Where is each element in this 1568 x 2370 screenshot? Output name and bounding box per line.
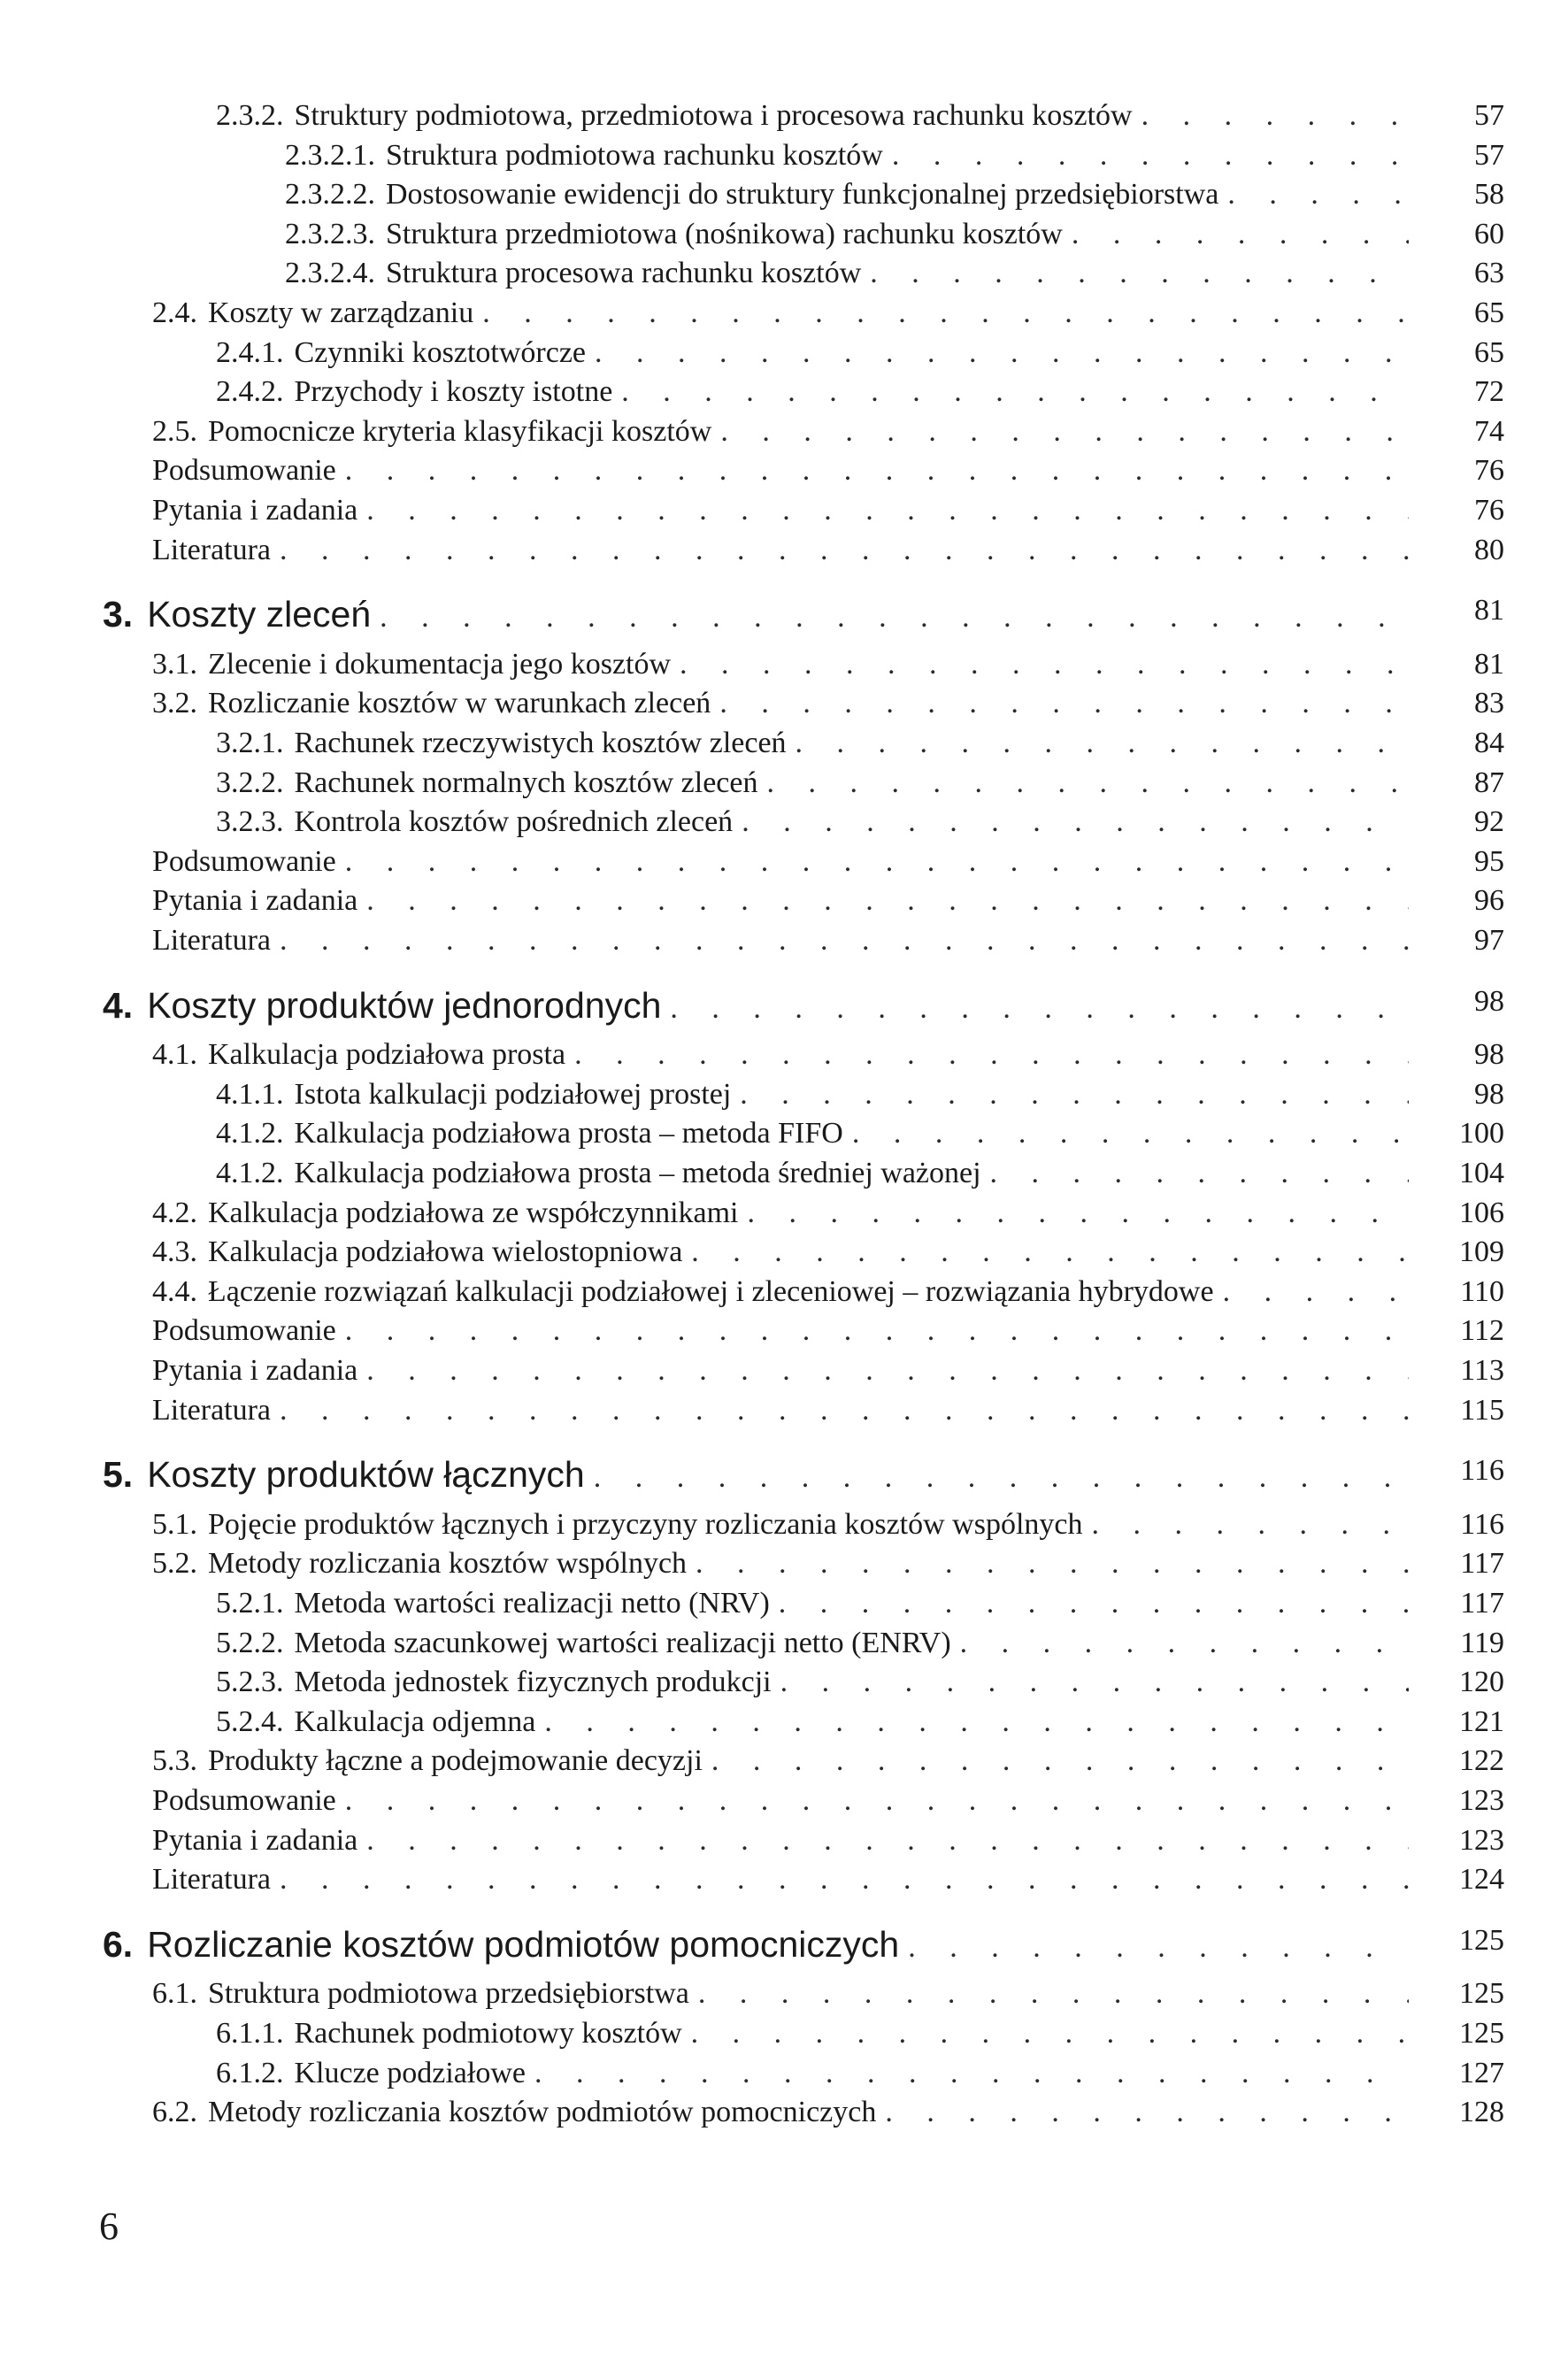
toc-entry-title: Metoda szacunkowej wartości realizacji netto (ENRV) xyxy=(294,1626,951,1659)
toc-entry-page: 83 xyxy=(1474,687,1504,720)
toc-leader-dots xyxy=(711,683,1409,724)
toc-leader-dots xyxy=(757,763,1409,804)
toc-entry-page: 117 xyxy=(1460,1547,1504,1581)
toc-entry-number: 6. xyxy=(103,1923,134,1965)
toc-entry-title: Struktura procesowa rachunku kosztów xyxy=(386,257,862,290)
toc-entry-title: Rachunek rzeczywistych kosztów zleceń xyxy=(294,727,787,759)
toc-leader-dots xyxy=(271,530,1409,571)
toc-entry-title: Zlecenie i dokumentacja jego kosztów xyxy=(208,647,672,681)
toc-entry-page: 97 xyxy=(1474,924,1504,957)
toc-entry-title: Koszty produktów jednorodnych xyxy=(147,984,662,1026)
toc-leader-dots xyxy=(336,842,1409,882)
toc-entry-title: Pytania i zadania xyxy=(152,494,358,527)
toc-leader-dots xyxy=(271,920,1409,961)
toc-leader-dots xyxy=(586,333,1409,373)
toc-leader-dots xyxy=(687,1543,1409,1584)
toc-entry-page: 98 xyxy=(1474,1077,1504,1111)
toc-entry-title: Dostosowanie ewidencji do struktury funkcjonalnej przedsiębiorstwa xyxy=(386,178,1219,212)
toc-chapter-entry xyxy=(103,1920,1409,1968)
toc-entry-page: 98 xyxy=(1474,984,1504,1018)
toc-entry-title: Kalkulacja podziałowa wielostopniowa xyxy=(208,1235,683,1269)
toc-leader-dots xyxy=(843,1113,1409,1154)
toc-entry-page: 121 xyxy=(1459,1704,1504,1738)
toc-leader-dots xyxy=(981,1153,1409,1194)
toc-leader-dots xyxy=(535,1702,1409,1743)
toc-entry-page: 81 xyxy=(1474,594,1504,627)
toc-leader-dots xyxy=(770,1583,1409,1624)
toc-entry-page: 84 xyxy=(1474,727,1504,759)
toc-entry-page: 63 xyxy=(1474,257,1504,290)
toc-entry-number: 5.2. xyxy=(152,1547,197,1581)
toc-entry-title: Struktura przedmiotowa (nośnikowa) rachunku kosztów xyxy=(386,217,1063,250)
toc-entry-number: 5.2.2. xyxy=(216,1626,284,1659)
toc-entry-number: 6.2. xyxy=(152,2096,197,2129)
toc-entry xyxy=(216,2013,1409,2054)
toc-entry xyxy=(152,1390,1409,1431)
toc-entry xyxy=(152,1974,1409,2014)
toc-chapter-entry xyxy=(103,1450,1409,1498)
toc-entry-title: Rozliczanie kosztów podmiotów pomocniczych xyxy=(147,1923,900,1965)
toc-leader-dots xyxy=(271,1390,1409,1431)
toc-leader-dots xyxy=(711,412,1409,452)
toc-entry-page: 57 xyxy=(1474,99,1504,132)
toc-entry-page: 81 xyxy=(1474,647,1504,681)
toc-entry-title: Rozliczanie kosztów w warunkach zleceń xyxy=(208,687,711,720)
toc-entry-title: Literatura xyxy=(152,1393,272,1427)
toc-entry-title: Istota kalkulacji podziałowej prostej xyxy=(294,1077,732,1111)
toc-entry-page: 65 xyxy=(1474,296,1504,329)
toc-entry-page: 76 xyxy=(1474,494,1504,527)
toc-entry-page: 123 xyxy=(1459,1823,1504,1857)
toc-entry-page: 87 xyxy=(1474,766,1504,799)
toc-entry-number: 2.4.2. xyxy=(216,375,284,409)
toc-entry-number: 2.4.1. xyxy=(216,335,284,369)
toc-entry xyxy=(152,1311,1409,1351)
toc-entry-number: 2.3.2.1. xyxy=(285,138,375,172)
toc-entry xyxy=(216,763,1409,804)
toc-entry-title: Kalkulacja podziałowa prosta – metoda FIFO xyxy=(294,1117,843,1150)
toc-leader-dots xyxy=(1214,1272,1409,1312)
toc-entry xyxy=(216,1702,1409,1743)
toc-entry xyxy=(152,1350,1409,1391)
toc-entry xyxy=(152,1543,1409,1584)
toc-entry-number: 5.1. xyxy=(152,1507,197,1541)
toc-entry-page: 96 xyxy=(1474,884,1504,918)
toc-entry-title: Czynniki kosztotwórcze xyxy=(294,335,587,369)
toc-entry xyxy=(152,530,1409,571)
toc-entry-number: 3.1. xyxy=(152,647,197,681)
toc-entry-title: Metoda wartości realizacji netto (NRV) xyxy=(294,1587,770,1620)
toc-entry xyxy=(216,723,1409,764)
toc-entry-number: 2.3.2.4. xyxy=(285,257,375,290)
toc-leader-dots xyxy=(585,1454,1409,1502)
toc-entry xyxy=(216,1153,1409,1194)
toc-entry-page: 80 xyxy=(1474,533,1504,566)
toc-leader-dots xyxy=(739,1193,1410,1234)
toc-entry-page: 125 xyxy=(1459,2017,1504,2050)
toc-entry-page: 109 xyxy=(1459,1235,1504,1269)
toc-entry-number: 2.4. xyxy=(152,296,197,329)
toc-entry-page: 58 xyxy=(1474,178,1504,212)
toc-leader-dots xyxy=(336,1311,1409,1351)
toc-entry xyxy=(216,96,1409,136)
toc-entry xyxy=(152,293,1409,334)
toc-entry-page: 110 xyxy=(1460,1274,1504,1308)
toc-entry xyxy=(152,1859,1409,1900)
toc-entry-page: 74 xyxy=(1474,414,1504,448)
toc-entry-page: 100 xyxy=(1459,1117,1504,1150)
toc-entry-title: Kalkulacja odjemna xyxy=(294,1704,536,1738)
toc-leader-dots xyxy=(526,2053,1409,2094)
toc-leader-dots xyxy=(1133,96,1409,136)
toc-entry-title: Rachunek normalnych kosztów zleceń xyxy=(294,766,758,799)
toc-entry xyxy=(285,253,1409,294)
toc-entry xyxy=(216,1113,1409,1154)
toc-entry xyxy=(152,1504,1409,1545)
toc-entry-page: 76 xyxy=(1474,454,1504,488)
toc-entry-page: 120 xyxy=(1459,1666,1504,1699)
toc-entry-page: 117 xyxy=(1460,1587,1504,1620)
toc-entry-page: 106 xyxy=(1459,1196,1504,1229)
toc-entry-number: 4.1. xyxy=(152,1038,197,1072)
toc-entry-number: 6.1.1. xyxy=(216,2017,284,2050)
toc-leader-dots xyxy=(689,1974,1409,2014)
toc-entry-number: 3.2.1. xyxy=(216,727,284,759)
toc-entry-page: 128 xyxy=(1459,2096,1504,2129)
toc-leader-dots xyxy=(1083,1504,1409,1545)
toc-entry xyxy=(152,1820,1409,1861)
toc-entry xyxy=(285,135,1409,176)
toc-leader-dots xyxy=(336,450,1409,491)
toc-leader-dots xyxy=(357,490,1409,531)
toc-leader-dots xyxy=(861,253,1409,294)
toc-entry-title: Przychody i koszty istotne xyxy=(294,375,613,409)
toc-entry xyxy=(152,881,1409,921)
toc-entry-title: Podsumowanie xyxy=(152,1784,336,1817)
toc-entry xyxy=(152,1232,1409,1273)
toc-entry-page: 72 xyxy=(1474,375,1504,409)
toc-entry xyxy=(152,842,1409,882)
toc-entry-title: Pytania i zadania xyxy=(152,1823,358,1857)
toc-leader-dots xyxy=(357,881,1409,921)
toc-entry-title: Pojęcie produktów łącznych i przyczyny rozliczania kosztów wspólnych xyxy=(208,1507,1083,1541)
toc-entry-number: 5.2.1. xyxy=(216,1587,284,1620)
toc-entry xyxy=(152,490,1409,531)
toc-leader-dots xyxy=(682,1232,1409,1273)
toc-entry xyxy=(152,920,1409,961)
toc-leader-dots xyxy=(612,372,1409,412)
toc-entry-page: 60 xyxy=(1474,217,1504,250)
toc-entry-number: 5.3. xyxy=(152,1744,197,1778)
toc-entry-number: 2.3.2.3. xyxy=(285,217,375,250)
toc-entry-page: 127 xyxy=(1459,2056,1504,2089)
toc-entry xyxy=(152,450,1409,491)
toc-leader-dots xyxy=(733,802,1409,843)
toc-entry-title: Koszty produktów łącznych xyxy=(147,1454,585,1496)
toc-entry xyxy=(216,1583,1409,1624)
toc-entry-number: 2.3.2. xyxy=(216,99,284,132)
toc-entry xyxy=(216,1074,1409,1115)
toc-entry-page: 116 xyxy=(1460,1454,1504,1488)
toc-entry-number: 4.1.2. xyxy=(216,1157,284,1189)
toc-entry-page: 125 xyxy=(1459,1923,1504,1957)
toc-entry-page: 104 xyxy=(1459,1157,1504,1189)
toc-entry-title: Kalkulacja podziałowa prosta xyxy=(208,1038,566,1072)
toc-entry xyxy=(152,1035,1409,1075)
toc-leader-dots xyxy=(703,1741,1409,1781)
toc-entry-number: 4. xyxy=(103,984,134,1026)
toc-entry-title: Kalkulacja podziałowa prosta – metoda średniej ważonej xyxy=(294,1157,981,1189)
toc-leader-dots xyxy=(473,293,1409,334)
toc-entry-title: Rachunek podmiotowy kosztów xyxy=(294,2017,682,2050)
toc-leader-dots xyxy=(371,594,1409,642)
toc-entry-page: 112 xyxy=(1460,1314,1504,1348)
toc-entry xyxy=(216,1662,1409,1703)
toc-entry xyxy=(152,683,1409,724)
toc-entry-number: 3.2. xyxy=(152,687,197,720)
toc-leader-dots xyxy=(899,1924,1409,1972)
toc-entry-number: 4.1.1. xyxy=(216,1077,284,1111)
toc-entry-title: Produkty łączne a podejmowanie decyzji xyxy=(208,1744,703,1778)
toc-entry-number: 3.2.3. xyxy=(216,805,284,839)
toc-entry-title: Literatura xyxy=(152,533,272,566)
toc-entry-page: 124 xyxy=(1459,1863,1504,1897)
toc-entry-number: 3. xyxy=(103,594,134,635)
toc-entry-number: 4.2. xyxy=(152,1196,197,1229)
toc-entry-page: 122 xyxy=(1459,1744,1504,1778)
toc-entry xyxy=(152,1741,1409,1781)
toc-leader-dots xyxy=(951,1623,1409,1664)
toc-entry-title: Struktura podmiotowa rachunku kosztów xyxy=(386,138,883,172)
toc-leader-dots xyxy=(1063,214,1409,255)
toc-entry-number: 5. xyxy=(103,1454,134,1496)
toc-leader-dots xyxy=(682,2013,1409,2054)
toc-entry-number: 6.1. xyxy=(152,1977,197,2011)
toc-leader-dots xyxy=(731,1074,1409,1115)
toc-entry-page: 125 xyxy=(1459,1977,1504,2011)
toc-leader-dots xyxy=(1218,174,1409,215)
toc-chapter-entry xyxy=(103,590,1409,638)
toc-entry-title: Kontrola kosztów pośrednich zleceń xyxy=(294,805,734,839)
toc-leader-dots xyxy=(671,644,1409,685)
toc-entry-title: Podsumowanie xyxy=(152,454,336,488)
toc-entry xyxy=(152,644,1409,685)
toc-entry-title: Metody rozliczania kosztów wspólnych xyxy=(208,1547,688,1581)
toc-leader-dots xyxy=(772,1662,1409,1703)
toc-entry-number: 3.2.2. xyxy=(216,766,284,799)
toc-leader-dots xyxy=(357,1820,1409,1861)
toc-entry xyxy=(216,802,1409,843)
toc-entry-number: 6.1.2. xyxy=(216,2056,284,2089)
toc-leader-dots xyxy=(565,1035,1409,1075)
toc-entry-title: Koszty zleceń xyxy=(147,594,372,635)
toc-leader-dots xyxy=(271,1859,1409,1900)
toc-entry-page: 116 xyxy=(1460,1507,1504,1541)
toc-entry-page: 98 xyxy=(1474,1038,1504,1072)
toc-entry-title: Łączenie rozwiązań kalkulacji podziałowej i zleceniowej – rozwiązania hybrydowe xyxy=(208,1274,1214,1308)
toc-leader-dots xyxy=(661,985,1409,1033)
toc-entry-number: 5.2.3. xyxy=(216,1666,284,1699)
toc-entry-number: 2.3.2.2. xyxy=(285,178,375,212)
toc-entry-title: Literatura xyxy=(152,1863,272,1897)
toc-leader-dots xyxy=(883,135,1409,176)
toc-entry-number: 5.2.4. xyxy=(216,1704,284,1738)
toc-entry-page: 123 xyxy=(1459,1784,1504,1817)
toc-leader-dots xyxy=(787,723,1409,764)
toc-entry xyxy=(152,1193,1409,1234)
toc-entry-page: 115 xyxy=(1460,1393,1504,1427)
toc-entry-number: 2.5. xyxy=(152,414,197,448)
toc-entry-number: 4.4. xyxy=(152,1274,197,1308)
toc-entry-title: Pomocnicze kryteria klasyfikacji kosztów xyxy=(208,414,712,448)
toc-entry xyxy=(216,333,1409,373)
toc-entry-title: Literatura xyxy=(152,924,272,957)
toc-entry-title: Podsumowanie xyxy=(152,844,336,878)
toc-leader-dots xyxy=(336,1781,1409,1821)
toc-entry xyxy=(152,2092,1409,2133)
toc-leader-dots xyxy=(357,1350,1409,1391)
toc-entry xyxy=(216,1623,1409,1664)
toc-entry-title: Struktury podmiotowa, przedmiotowa i procesowa rachunku kosztów xyxy=(294,99,1133,132)
page-number: 6 xyxy=(99,2205,119,2248)
toc-entry-title: Koszty w zarządzaniu xyxy=(208,296,474,329)
toc-entry-title: Metoda jednostek fizycznych produkcji xyxy=(294,1666,772,1699)
toc-entry-page: 65 xyxy=(1474,335,1504,369)
toc-entry xyxy=(152,1272,1409,1312)
toc-entry xyxy=(285,214,1409,255)
toc-chapter-entry xyxy=(103,981,1409,1029)
toc-entry xyxy=(216,2053,1409,2094)
toc-entry xyxy=(152,1781,1409,1821)
toc-entry-title: Metody rozliczania kosztów podmiotów pomocniczych xyxy=(208,2096,877,2129)
toc-entry-number: 4.1.2. xyxy=(216,1117,284,1150)
toc-entry-page: 57 xyxy=(1474,138,1504,172)
toc-entry xyxy=(216,372,1409,412)
toc-leader-dots xyxy=(876,2092,1409,2133)
toc-entry-number: 4.3. xyxy=(152,1235,197,1269)
toc-entry-title: Pytania i zadania xyxy=(152,884,358,918)
toc-entry xyxy=(152,412,1409,452)
toc-entry-title: Klucze podziałowe xyxy=(294,2056,526,2089)
toc-entry-page: 119 xyxy=(1460,1626,1504,1659)
toc-entry-title: Pytania i zadania xyxy=(152,1354,358,1387)
toc-entry xyxy=(285,174,1409,215)
toc-entry-page: 113 xyxy=(1460,1354,1504,1387)
toc-entry-page: 92 xyxy=(1474,805,1504,839)
toc-entry-title: Podsumowanie xyxy=(152,1314,336,1348)
toc-entry-title: Kalkulacja podziałowa ze współczynnikami xyxy=(208,1196,739,1229)
toc-entry-page: 95 xyxy=(1474,844,1504,878)
toc-entry-title: Struktura podmiotowa przedsiębiorstwa xyxy=(208,1977,689,2011)
